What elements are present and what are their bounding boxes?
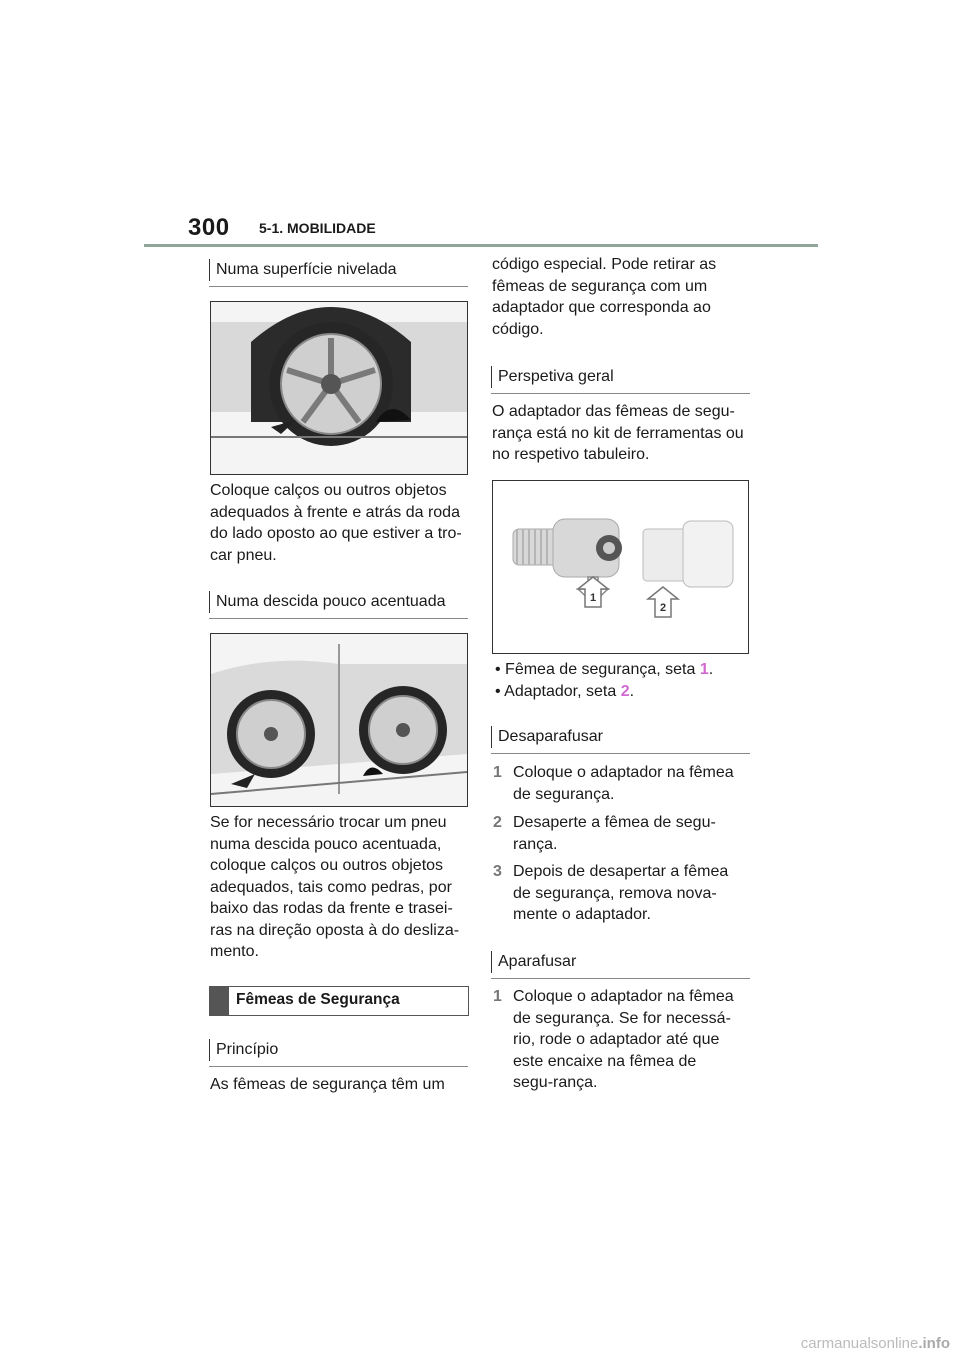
step-item <box>493 762 749 806</box>
step-text: Desaperte a fêmea de segu-rança. <box>513 814 716 853</box>
paragraph-level-surface: Coloque calços ou outros objetos adequados à frente e atrás da roda do lado oposto ao que estiver a tro-car pneu. <box>210 482 462 564</box>
wheel-chock-slope-image <box>210 633 468 807</box>
step-text: Depois de desapertar a fêmea de segurança, remova nova-mente o adaptador. <box>513 863 729 923</box>
arrow-label-1: 1 <box>590 592 597 604</box>
bullet-arrow-number: 2 <box>620 683 630 700</box>
step-number: 1 <box>493 764 502 781</box>
subheading-rule <box>209 618 468 619</box>
section-heading-security-nuts: Fêmeas de Segurança <box>236 991 400 1008</box>
watermark <box>801 1335 950 1352</box>
paragraph-principle: As fêmeas de segurança têm um <box>210 1076 445 1093</box>
step-item <box>493 812 749 856</box>
subheading-rule <box>491 393 750 394</box>
header-divider <box>144 244 818 247</box>
step-number: 2 <box>493 814 502 831</box>
step-number: 3 <box>493 863 502 880</box>
subheading-screw: Aparafusar <box>491 951 750 973</box>
subheading-rule <box>491 753 750 754</box>
subheading-principle: Princípio <box>209 1039 468 1061</box>
watermark-tld: .info <box>918 1335 950 1352</box>
step-text: Coloque o adaptador na fêmea de segurança. <box>513 764 734 803</box>
bullet-arrow-number: 1 <box>699 661 709 678</box>
bullet-text: Fêmea de segurança, seta <box>505 661 696 678</box>
bullet-item: • Fêmea de segurança, seta 1. <box>495 661 714 678</box>
paragraph-special-code: código especial. Pode retirar as fêmeas de segurança com um adaptador que corresponda ao código. <box>492 256 717 338</box>
subheading-level-surface: Numa superfície nivelada <box>209 259 468 281</box>
step-number: 1 <box>493 988 502 1005</box>
step-item <box>493 986 749 1096</box>
step-text: Coloque o adaptador na fêmea de segurança. Se for necessá-rio, rode o adaptador até que este encaixe na fêmea de segu-rança. <box>513 988 734 1091</box>
subheading-rule <box>209 1066 468 1067</box>
subheading-unscrew: Desaparafusar <box>491 726 750 748</box>
section-heading-bar <box>209 986 469 1016</box>
security-nut-adapter-image <box>492 480 749 654</box>
wheel-chock-level-image <box>210 301 468 475</box>
page-number: 300 <box>188 214 230 241</box>
chapter-title: 5-1. MOBILIDADE <box>259 220 376 236</box>
paragraph-gentle-slope: Se for necessário trocar um pneu numa descida pouco acentuada, coloque calços ou outros objetos adequados, tais como pedras, por baixo das rodas da frente e trasei-ras na direção oposta à do desliza-mento. <box>210 814 460 960</box>
section-marker <box>210 987 229 1015</box>
paragraph-adapter-location: O adaptador das fêmeas de segu-rança está no kit de ferramentas ou no respetivo tabuleiro. <box>492 403 744 463</box>
subheading-overview: Perspetiva geral <box>491 366 750 388</box>
subheading-rule <box>491 978 750 979</box>
bullet-item: • Adaptador, seta 2. <box>495 683 635 700</box>
subheading-gentle-slope: Numa descida pouco acentuada <box>209 591 468 613</box>
step-item <box>493 861 749 927</box>
watermark-site: carmanualsonline <box>800 1335 919 1352</box>
bullet-text: Adaptador, seta <box>504 683 617 700</box>
arrow-label-2: 2 <box>660 602 667 614</box>
subheading-rule <box>209 286 468 287</box>
